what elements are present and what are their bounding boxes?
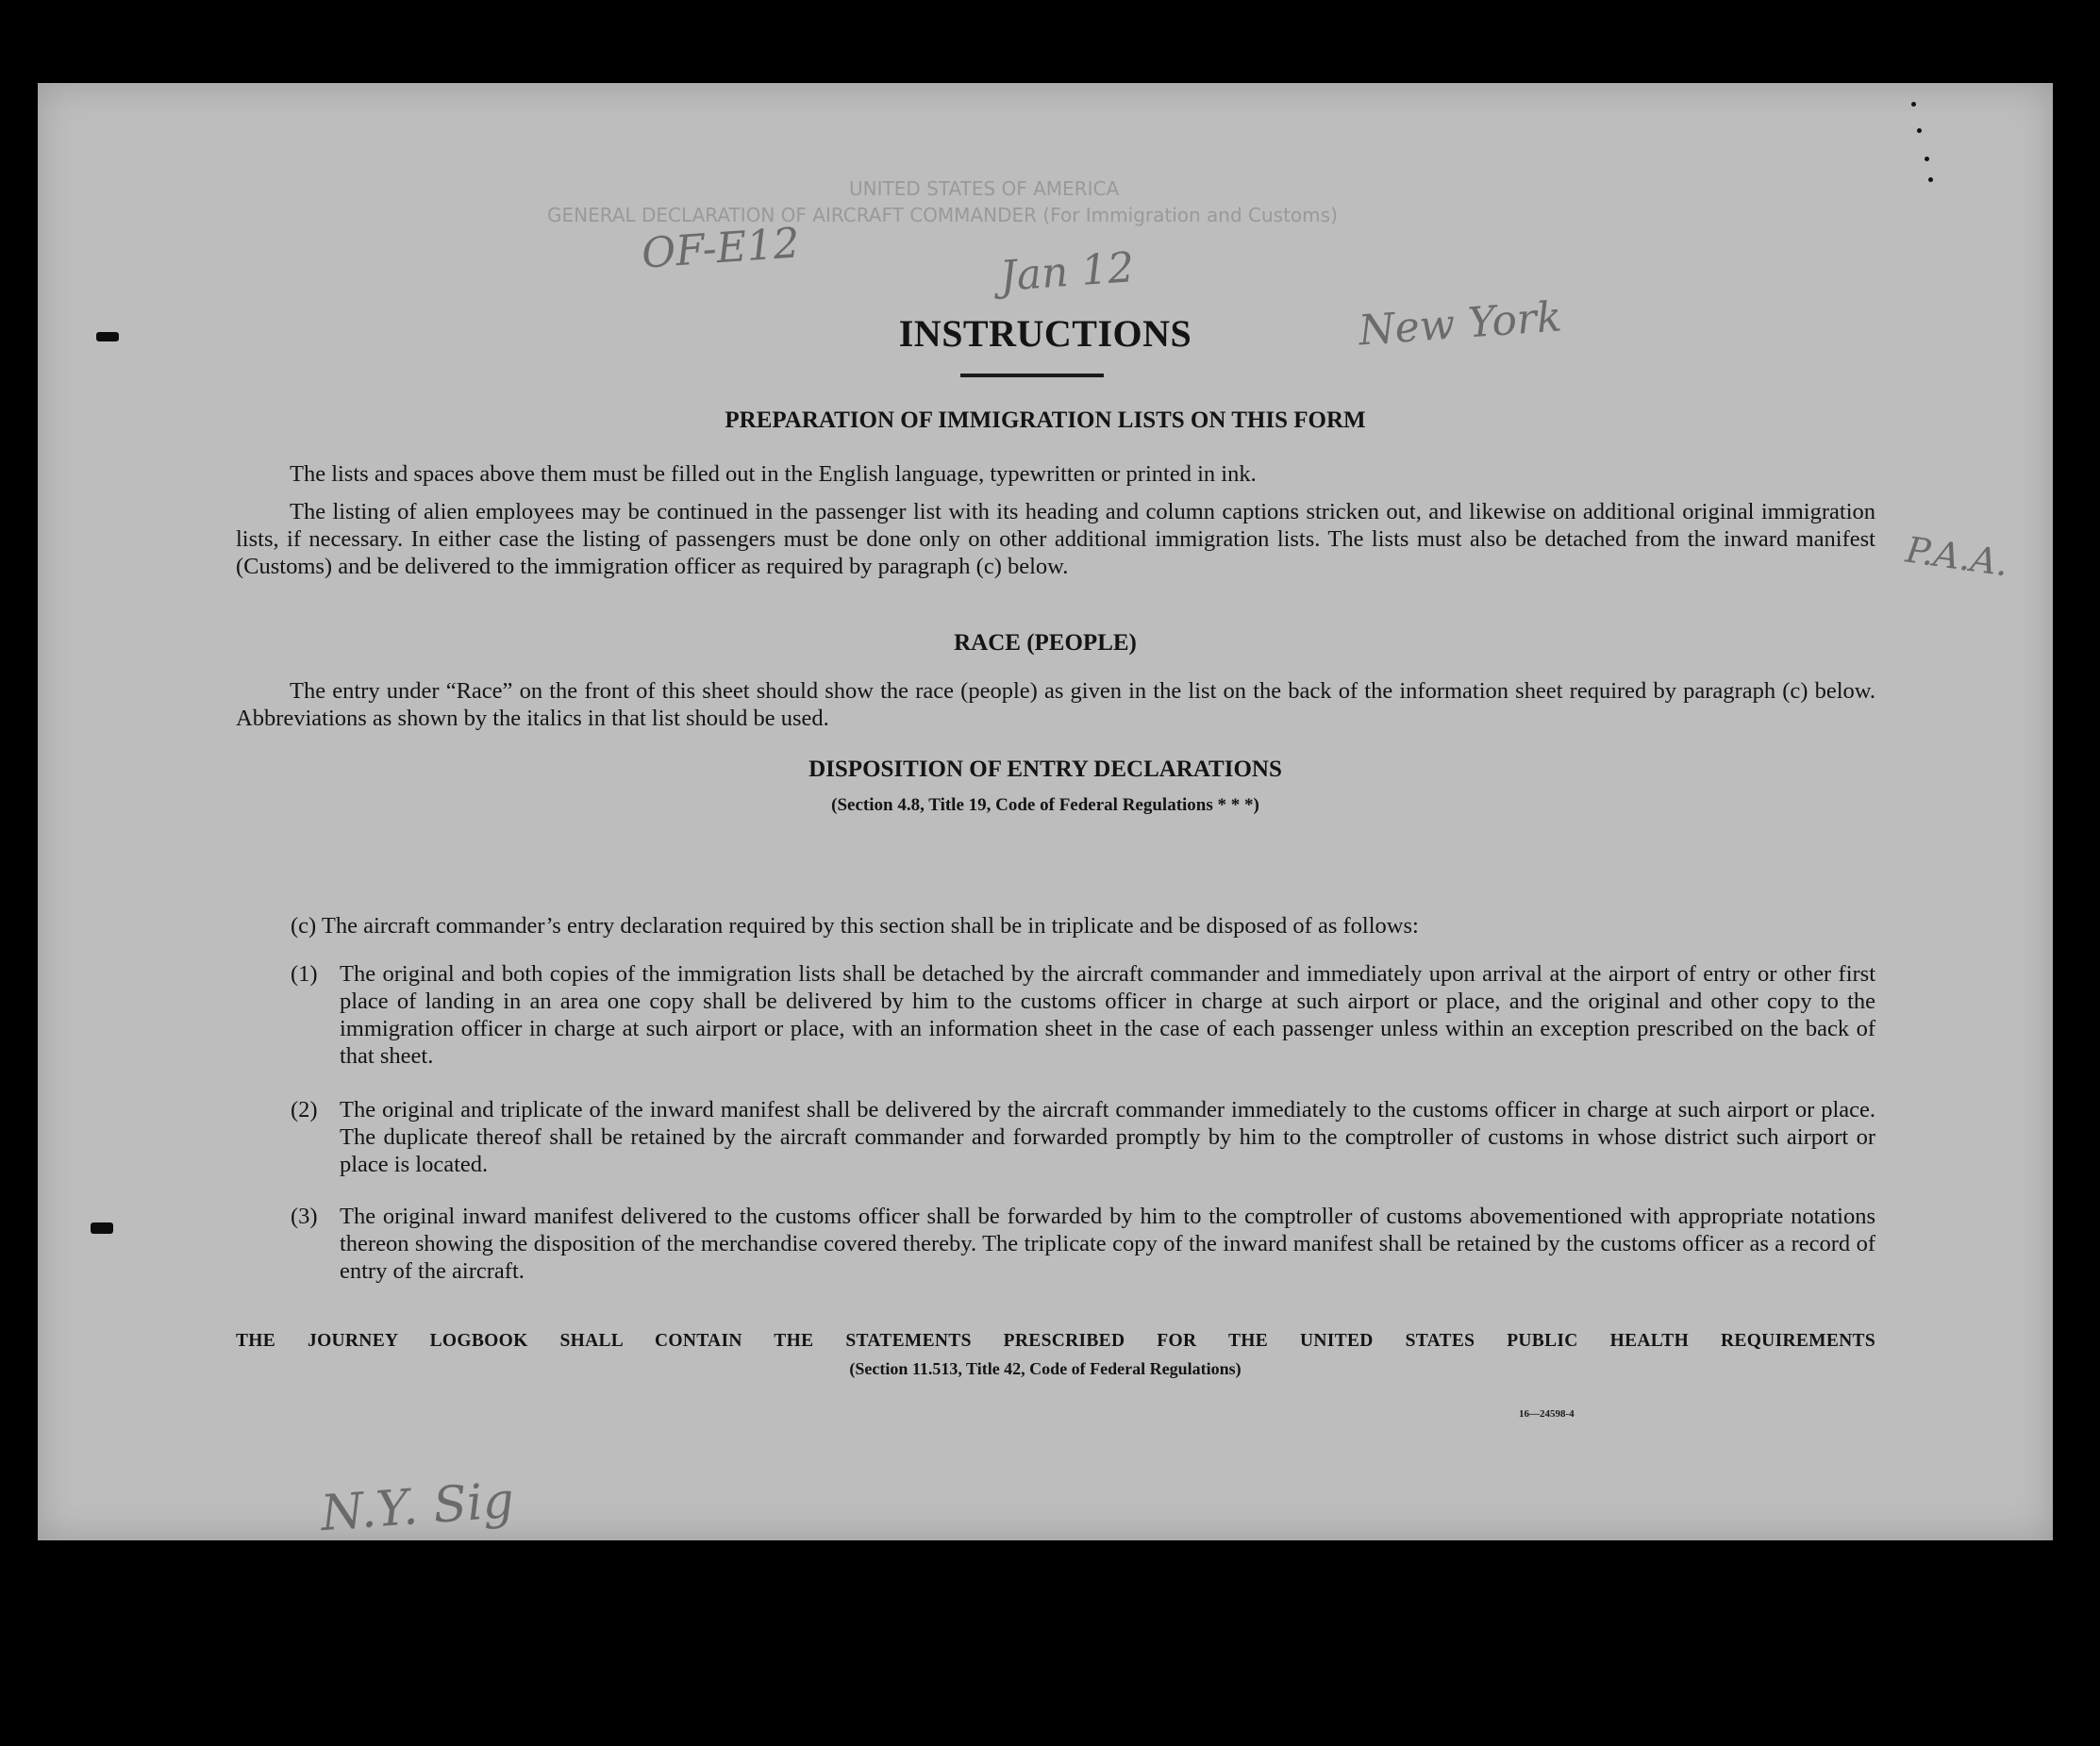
disposition-item-2	[291, 1096, 1875, 1178]
handwritten-note-top-right: New York	[1357, 292, 1564, 356]
preparation-heading: PREPARATION OF IMMIGRATION LISTS ON THIS FORM	[725, 407, 1366, 433]
scan-dot	[1917, 128, 1922, 133]
document-title: INSTRUCTIONS	[898, 312, 1192, 355]
item-text: The original and triplicate of the inward manifest shall be delivered by the aircraft commander immediately to the customs officer in charge at such airport or place. The duplicate thereof shall be retained by the aircraft commander and forwarded promptly by him to the comptroller of customs in whose district such airport or place is located.	[340, 1097, 1875, 1177]
punch-mark-bottom	[91, 1222, 113, 1234]
item-number: (3)	[291, 1204, 318, 1229]
disposition-item-1	[291, 960, 1875, 1070]
title-underline	[960, 374, 1104, 377]
preparation-paragraph-2: The listing of alien employees may be continued in the passenger list with its heading and column captions stricken out, and likewise on additional original immigration lists, if necessary. In either case the listing of passengers must be done only on other additional immigration lists. The lists must also be detached from the inward manifest (Customs) and be delivered to the immigration officer as required by paragraph (c) below.	[236, 499, 1875, 579]
race-paragraph: The entry under “Race” on the front of this sheet should show the race (people) as given in the list on the back of the information sheet required by paragraph (c) below. Abbreviations as shown by the italics in that list should be used.	[236, 678, 1875, 731]
punch-mark-top	[96, 332, 119, 341]
disposition-subheading: (Section 4.8, Title 19, Code of Federal Regulations * * *)	[831, 795, 1259, 815]
item-number: (2)	[291, 1097, 318, 1122]
preparation-paragraph-1: The lists and spaces above them must be filled out in the English language, typewritten or printed in ink.	[290, 461, 1257, 487]
handwritten-note-top-mid: Jan 12	[998, 243, 1136, 301]
scan-dot	[1928, 177, 1933, 182]
disposition-heading: DISPOSITION OF ENTRY DECLARATIONS	[808, 757, 1282, 782]
handwritten-note-bottom-left: N.Y. Sig	[319, 1472, 516, 1543]
disposition-item-3	[291, 1203, 1875, 1285]
handwritten-note-top-left: OF-E12	[640, 219, 802, 278]
race-heading: RACE (PEOPLE)	[954, 630, 1137, 656]
bleed-through-line-1: UNITED STATES OF AMERICA	[849, 177, 1120, 200]
document-sheet	[38, 83, 2053, 1543]
handwritten-note-mid-right: P.A.A.	[1903, 528, 2011, 585]
bleed-through-line-2: GENERAL DECLARATION OF AIRCRAFT COMMANDER (For Immigration and Customs)	[547, 204, 1338, 226]
footer-health-requirements: THE JOURNEY LOGBOOK SHALL CONTAIN THE STATEMENTS PRESCRIBED FOR THE UNITED STATES PUBLIC HEALTH REQUIREMENTS	[236, 1331, 1875, 1351]
item-text: The original inward manifest delivered to the customs officer shall be forwarded by him to the comptroller of customs abovementioned with appropriate notations thereon showing the disposition of the merchandise covered thereby. The triplicate copy of the inward manifest shall be retained by the customs officer as a record of entry of the aircraft.	[340, 1204, 1875, 1284]
scan-dot	[1925, 157, 1929, 161]
item-text: The original and both copies of the immigration lists shall be detached by the aircraft commander and immediately upon arrival at the airport of entry or other first place of landing in an area one copy shall be delivered by him to the customs officer in charge at such airport or place, and the original and other copy to the immigration officer in charge at such airport or place, with an information sheet in the case of each passenger unless within an exception prescribed on the back of that sheet.	[340, 961, 1875, 1069]
scan-dot	[1911, 102, 1916, 107]
footer-citation: (Section 11.513, Title 42, Code of Federal Regulations)	[849, 1359, 1242, 1378]
form-number: 16—24598-4	[1519, 1408, 1575, 1420]
item-number: (1)	[291, 961, 318, 987]
disposition-intro: (c) The aircraft commander’s entry declaration required by this section shall be in triplicate and be disposed of as follows:	[291, 913, 1419, 939]
